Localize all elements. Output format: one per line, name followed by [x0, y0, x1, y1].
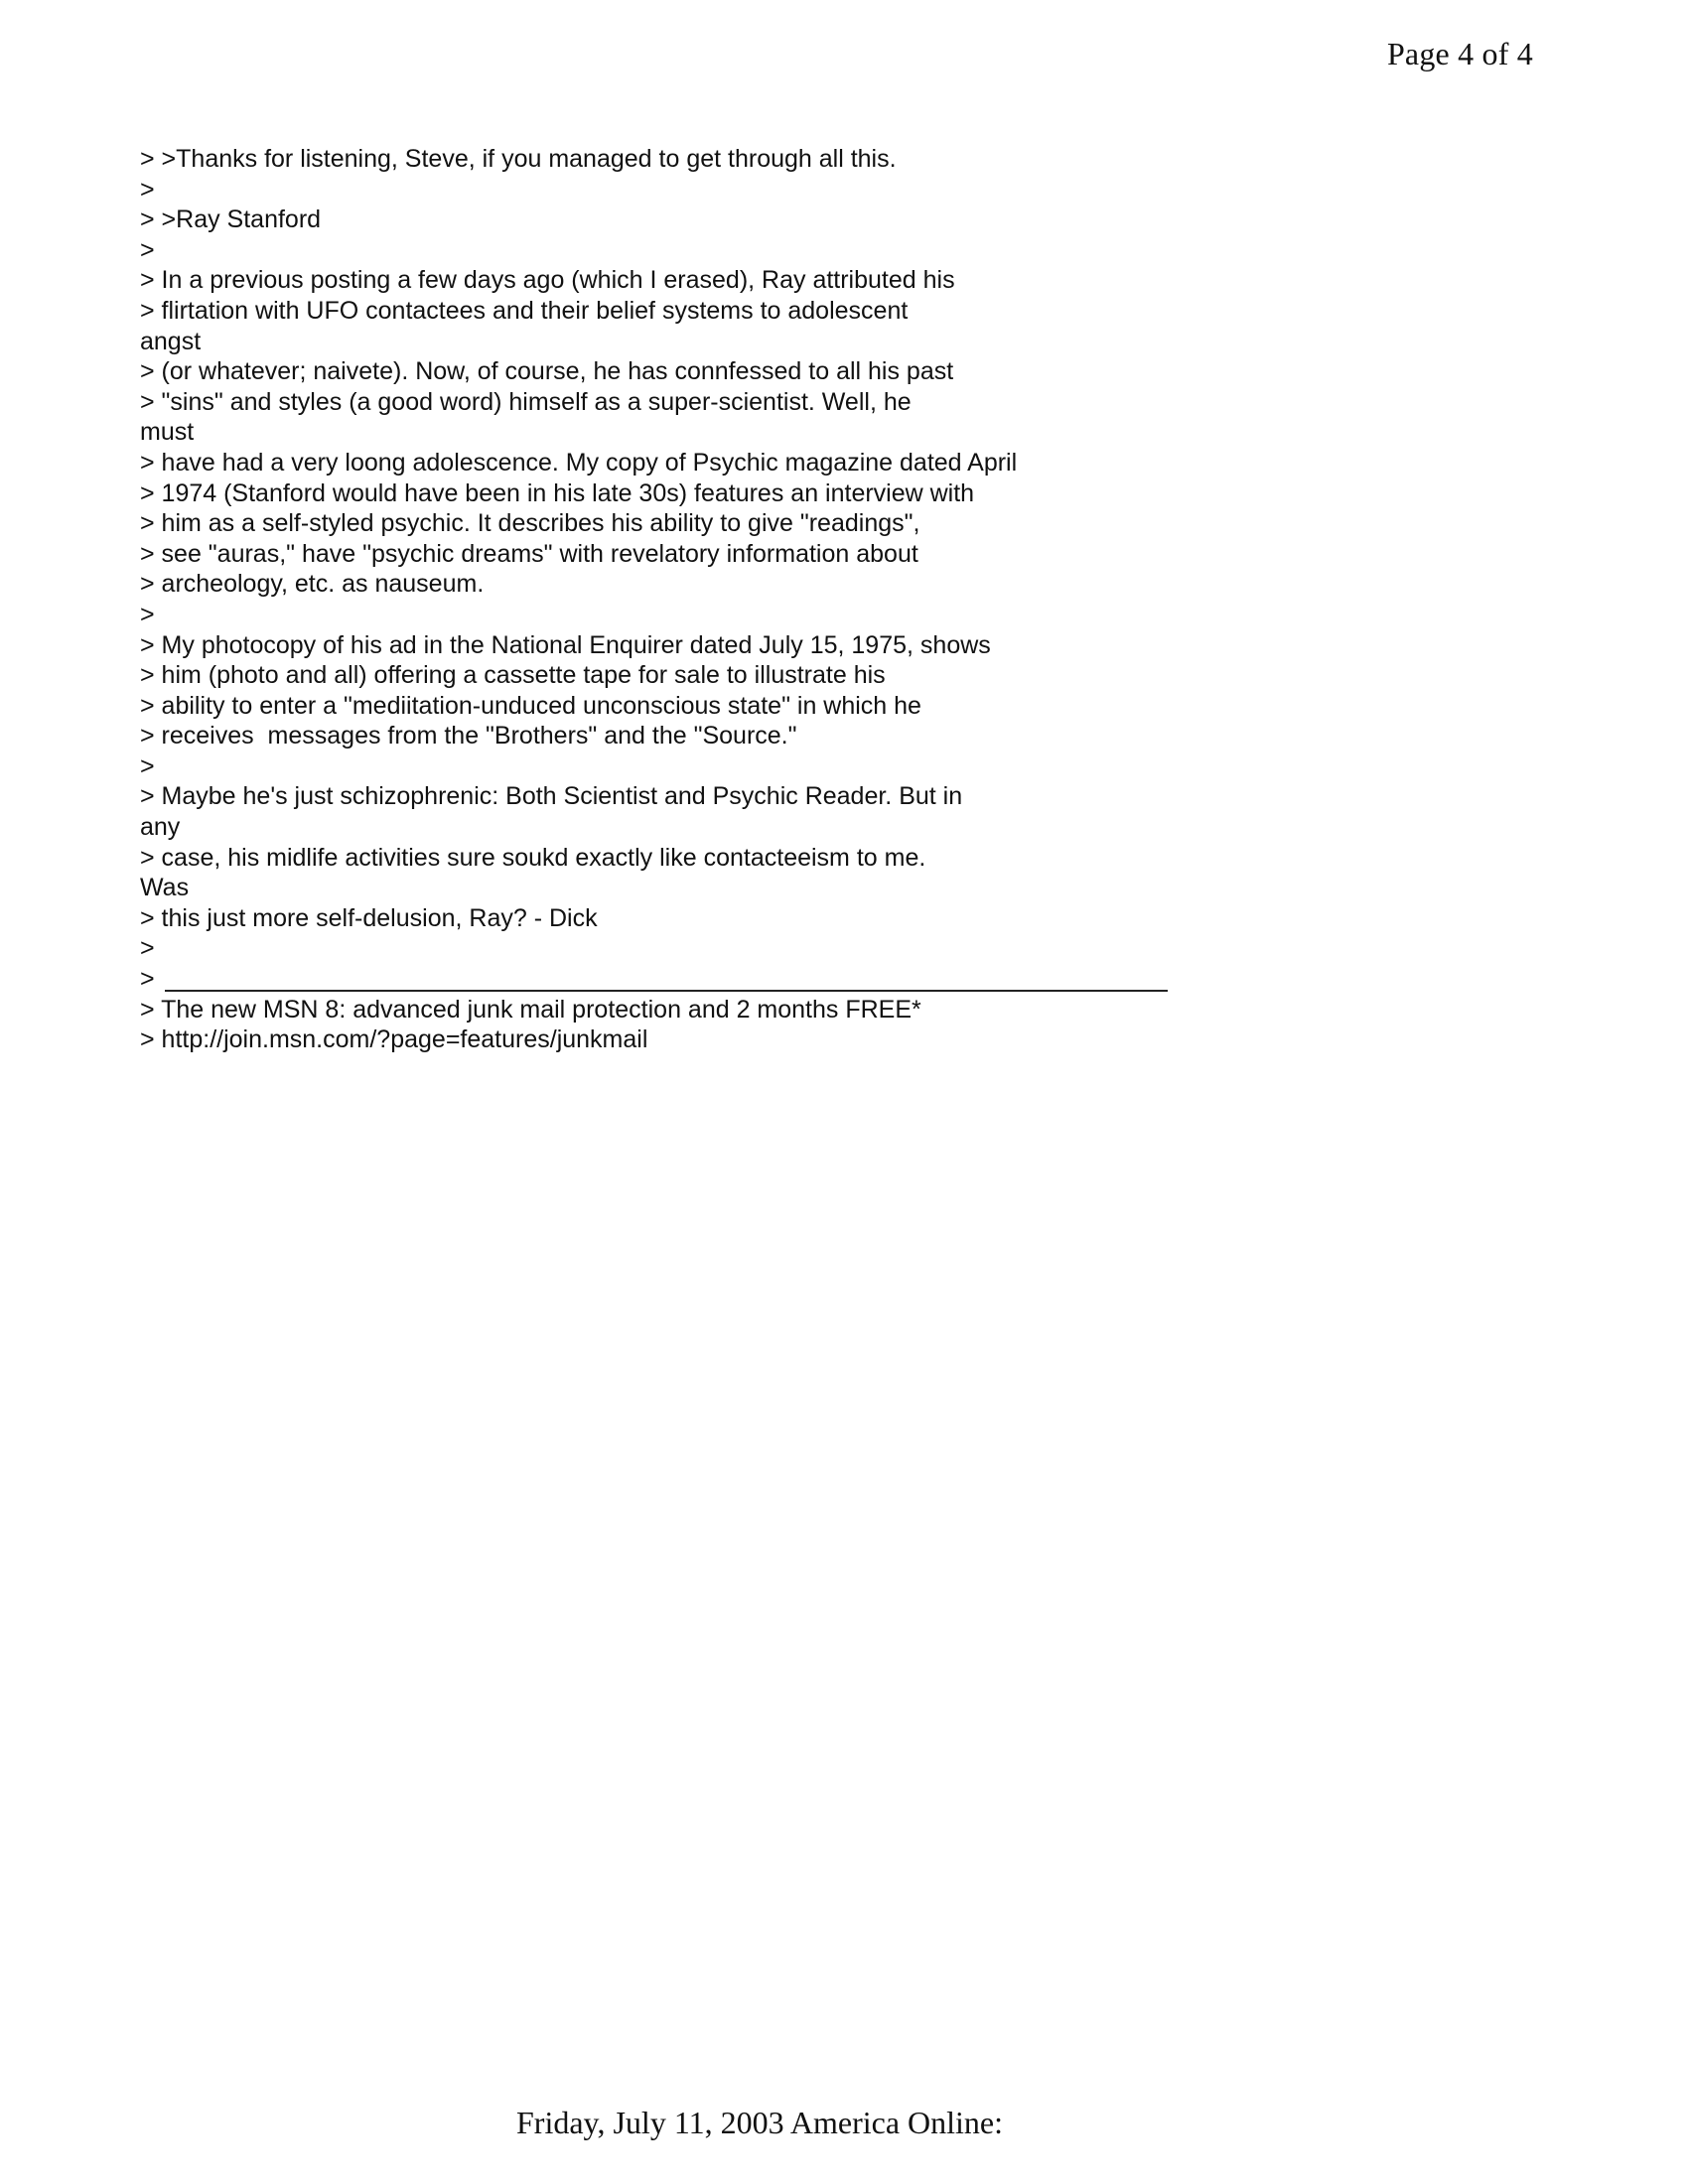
signature-line: > The new MSN 8: advanced junk mail protection and 2 months FREE*: [140, 995, 921, 1024]
email-line: > have had a very loong adolescence. My copy of Psychic magazine dated April: [140, 448, 1018, 477]
email-line: > (or whatever; naivete). Now, of course, he has connfessed to all his past: [140, 357, 954, 386]
page-number: Page 4 of 4: [1386, 36, 1533, 71]
email-line: > receives messages from the "Brothers" and the "Source.": [140, 722, 797, 751]
email-line: >: [140, 934, 155, 963]
email-line: any: [140, 813, 181, 842]
email-line: > >Thanks for listening, Steve, if you managed to get through all this.: [140, 145, 897, 173]
email-line: > him as a self-styled psychic. It describes his ability to give "readings",: [140, 509, 920, 538]
email-line: >: [140, 600, 155, 628]
email-line: > "sins" and styles (a good word) himself as a super-scientist. Well, he: [140, 387, 912, 416]
page-footer: Friday, July 11, 2003 America Online:: [516, 2105, 1003, 2140]
email-line: angst: [140, 327, 202, 355]
email-line: > flirtation with UFO contactees and their belief systems to adolescent: [140, 296, 909, 325]
email-line: >: [140, 751, 155, 780]
email-line: > >Ray Stanford: [140, 205, 322, 234]
email-line: > him (photo and all) offering a cassette tape for sale to illustrate his: [140, 661, 886, 690]
email-line: > see "auras," have "psychic dreams" with revelatory information about: [140, 539, 918, 568]
email-line: > this just more self-delusion, Ray? - Dick: [140, 903, 598, 932]
signature-separator: [140, 964, 1232, 995]
email-line: Was: [140, 874, 190, 902]
email-line: >: [140, 235, 155, 264]
signature-url: > http://join.msn.com/?page=features/junkmail: [140, 1025, 648, 1054]
email-line: must: [140, 418, 195, 447]
email-body: [140, 144, 1232, 1055]
email-line: > 1974 (Stanford would have been in his late 30s) features an interview with: [140, 478, 975, 507]
signature-rule: [165, 990, 1168, 992]
email-line: > In a previous posting a few days ago (which I erased), Ray attributed his: [140, 266, 955, 295]
email-line: > My photocopy of his ad in the National Enquirer dated July 15, 1975, shows: [140, 630, 991, 659]
signature-separator-quote: >: [140, 965, 155, 994]
email-line: > archeology, etc. as nauseum.: [140, 570, 485, 599]
email-line: >: [140, 175, 155, 204]
email-line: > ability to enter a "mediitation-unduced unconscious state" in which he: [140, 691, 921, 720]
email-line: > Maybe he's just schizophrenic: Both Scientist and Psychic Reader. But in: [140, 782, 963, 811]
email-line: > case, his midlife activities sure soukd exactly like contacteeism to me.: [140, 843, 926, 872]
